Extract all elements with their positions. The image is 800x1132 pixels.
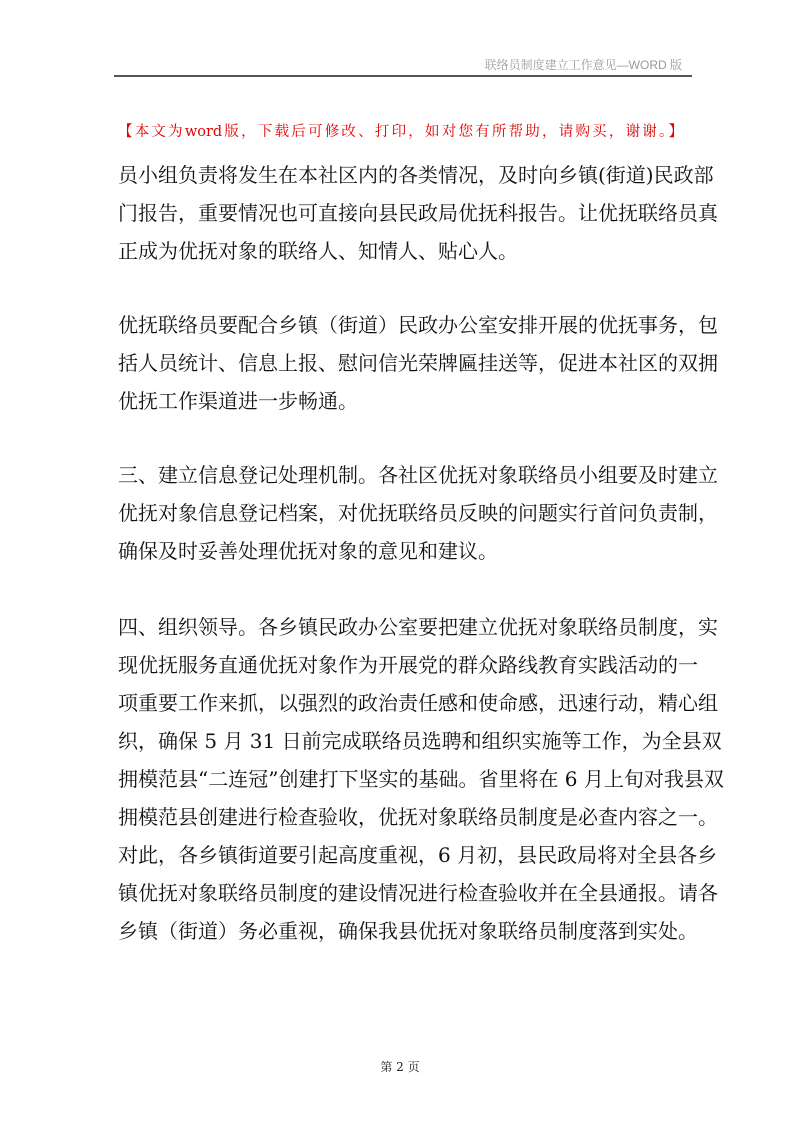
- paragraph-line: 织，确保 5 月 31 日前完成联络员选聘和组织实施等工作，为全县双: [118, 729, 722, 753]
- download-notice: 【本文为word版，下载后可修改、打印，如对您有所帮助，请购买，谢谢。】: [118, 124, 683, 140]
- running-header: 联络员制度建立工作意见—WORD 版: [484, 58, 682, 72]
- paragraph-line: 拥模范县创建进行检查验收，优抚对象联络员制度是必查内容之一。: [118, 805, 718, 829]
- header-divider: [114, 75, 692, 77]
- paragraph-line: 员小组负责将发生在本社区内的各类情况，及时向乡镇(街道)民政部: [118, 163, 714, 187]
- paragraph-line: 优抚联络员要配合乡镇（街道）民政办公室安排开展的优抚事务，包: [118, 313, 718, 337]
- paragraph-line: 四、组织领导。各乡镇民政办公室要把建立优抚对象联络员制度，实: [118, 615, 718, 639]
- paragraph-line: 确保及时妥善处理优抚对象的意见和建议。: [118, 539, 498, 563]
- paragraph-line: 拥模范县“二连冠”创建打下坚实的基础。省里将在 6 月上旬对我县双: [118, 767, 724, 791]
- paragraph-line: 优抚工作渠道进一步畅通。: [118, 389, 358, 413]
- paragraph-line: 括人员统计、信息上报、慰问信光荣牌匾挂送等，促进本社区的双拥: [118, 351, 718, 375]
- paragraph-line: 优抚对象信息登记档案，对优抚联络员反映的问题实行首问负责制，: [118, 501, 718, 525]
- paragraph-line: 乡镇（街道）务必重视，确保我县优抚对象联络员制度落到实处。: [118, 919, 698, 943]
- paragraph-line: 项重要工作来抓，以强烈的政治责任感和使命感，迅速行动，精心组: [118, 691, 718, 715]
- paragraph-line: 现优抚服务直通优抚对象作为开展党的群众路线教育实践活动的一: [118, 653, 698, 677]
- paragraph-line: 三、建立信息登记处理机制。各社区优抚对象联络员小组要及时建立: [118, 463, 718, 487]
- page-number: 第 2 页: [380, 1060, 420, 1074]
- paragraph-line: 正成为优抚对象的联络人、知情人、贴心人。: [118, 239, 518, 263]
- paragraph-line: 镇优抚对象联络员制度的建设情况进行检查验收并在全县通报。请各: [118, 881, 718, 905]
- paragraph-line: 对此，各乡镇街道要引起高度重视，6 月初，县民政局将对全县各乡: [118, 843, 718, 867]
- paragraph-line: 门报告，重要情况也可直接向县民政局优抚科报告。让优抚联络员真: [118, 201, 718, 225]
